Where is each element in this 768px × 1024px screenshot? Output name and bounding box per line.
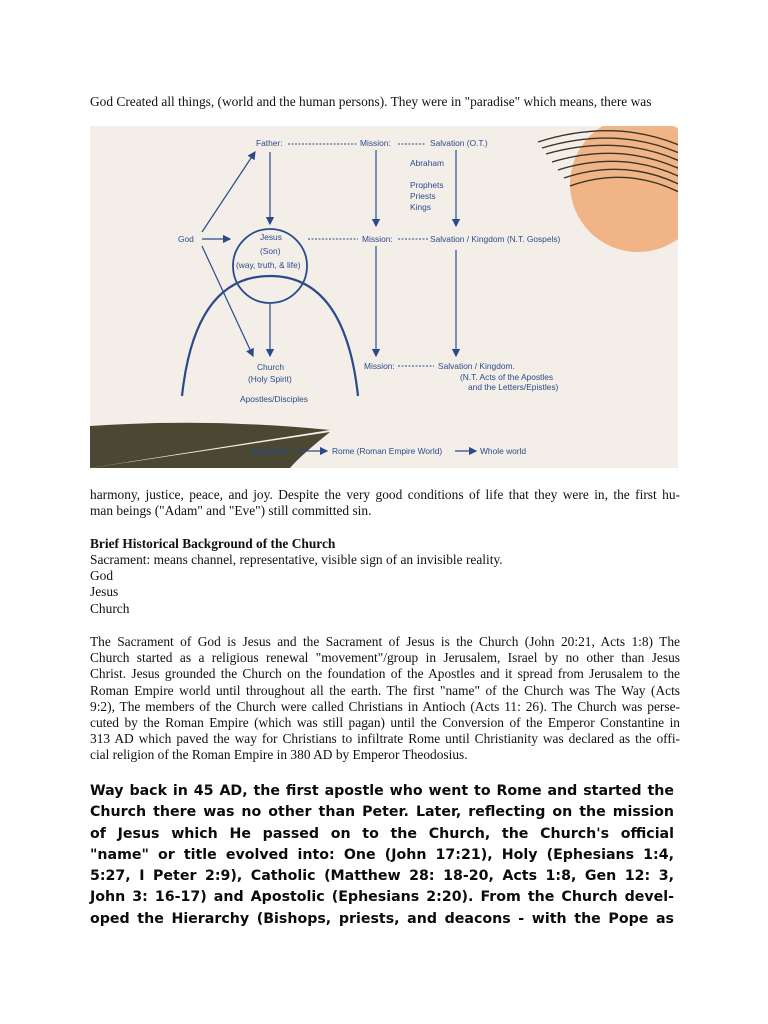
label-apostles: Apostles/Disciples xyxy=(240,394,308,404)
label-whole-world: Whole world xyxy=(480,446,527,456)
label-salvation-gospels: Salvation / Kingdom (N.T. Gospels) xyxy=(430,234,561,244)
label-jesus: Jesus xyxy=(260,232,282,242)
label-jerusalem: Jerusalem xyxy=(250,446,289,456)
label-rome: Rome (Roman Empire World) xyxy=(332,446,443,456)
bold-line: John 3: 16-17) and Apostolic (Ephesians 2:20). From the Church devel- xyxy=(90,889,674,906)
label-acts-2: and the Letters/Epistles) xyxy=(468,382,559,392)
bold-line: Church there was no other than Peter. Later, reflecting on the mission xyxy=(90,804,674,821)
label-church: Church xyxy=(257,362,284,372)
sacrament-item-jesus: Jesus xyxy=(90,584,119,600)
bold-line: oped the Hierarchy (Bishops, priests, and deacons - with the Pope as xyxy=(90,910,674,927)
section-heading: Brief Historical Background of the Church xyxy=(90,536,336,551)
bold-line: "name" or title evolved into: One (John 17:21), Holy (Ephesians 1:4, xyxy=(90,846,674,863)
peter-rome-paragraph xyxy=(90,781,674,930)
body-line: cuted by the Roman Empire (which was still pagan) until the Conversion of the Emperor Constantine in xyxy=(90,715,680,731)
body-line: Church started as a religious renewal "movement"/group in Jerusalem, Israel by no other than Jesus xyxy=(90,650,680,666)
label-son: (Son) xyxy=(260,246,281,256)
label-mission-1: Mission: xyxy=(360,138,391,148)
harmony-paragraph xyxy=(90,487,680,519)
label-prophets: Prophets xyxy=(410,180,444,190)
body-line: cial religion of the Roman Empire in 380 AD by Emperor Theodosius. xyxy=(90,747,468,763)
harmony-line-2: man beings ("Adam" and "Eve") still committed sin. xyxy=(90,503,372,519)
intro-line: God Created all things, (world and the human persons). They were in "paradise" which means, there was xyxy=(90,94,652,109)
sacrament-definition: Sacrament: means channel, representative, visible sign of an invisible reality. xyxy=(90,552,503,567)
body-line: Roman Empire world until throughout all the earth. The first "name" of the Church was The Way (Acts xyxy=(90,682,680,698)
sacrament-item-god: God xyxy=(90,568,114,584)
sacrament-item-church: Church xyxy=(90,600,130,616)
label-god: God xyxy=(178,234,194,244)
diagram-svg xyxy=(90,126,678,468)
arrow-god-father xyxy=(202,152,255,232)
label-kings: Kings xyxy=(410,202,431,212)
harmony-line-1: harmony, justice, peace, and joy. Despite the very good conditions of life that they were in, the first hu- xyxy=(90,487,680,502)
bold-line: of Jesus which He passed on to the Church, the Church's official xyxy=(90,825,674,842)
label-mission-3: Mission: xyxy=(364,361,395,371)
body-line: 313 AD which paved the way for Christians to infiltrate Rome until Christianity was declared as the offi- xyxy=(90,731,680,747)
bold-line: 5:27, I Peter 2:9), Catholic (Matthew 28: 18-20, Acts 1:8, Gen 12: 3, xyxy=(90,868,674,885)
label-holy-spirit: (Holy Spirit) xyxy=(248,374,292,384)
body-line: The Sacrament of God is Jesus and the Sacrament of Jesus is the Church (John 20:21, Acts 1:8) The xyxy=(90,634,680,649)
intro-paragraph xyxy=(90,94,680,110)
label-abraham: Abraham xyxy=(410,158,444,168)
bold-line: Way back in 45 AD, the first apostle who went to Rome and started the xyxy=(90,783,674,799)
body-line: 9:2), The members of the Church were called Christians in Antioch (Acts 11: 26). The Church was perse- xyxy=(90,698,680,714)
history-paragraph xyxy=(90,634,680,764)
label-father: Father: xyxy=(256,138,283,148)
body-line: Christ. Jesus grounded the Church on the foundation of the Apostles and it spread from Jerusalem to the xyxy=(90,666,680,682)
peach-circle-decoration xyxy=(570,126,678,252)
sacrament-block xyxy=(90,552,680,617)
label-priests: Priests xyxy=(410,191,436,201)
label-acts-1: (N.T. Acts of the Apostles xyxy=(460,372,554,382)
label-mission-2: Mission: xyxy=(362,234,393,244)
label-way: (way, truth, & life) xyxy=(236,260,301,270)
salvation-history-diagram xyxy=(90,126,678,468)
label-salvation-ot: Salvation (O.T.) xyxy=(430,138,488,148)
label-salvation-kingdom: Salvation / Kingdom. xyxy=(438,361,515,371)
